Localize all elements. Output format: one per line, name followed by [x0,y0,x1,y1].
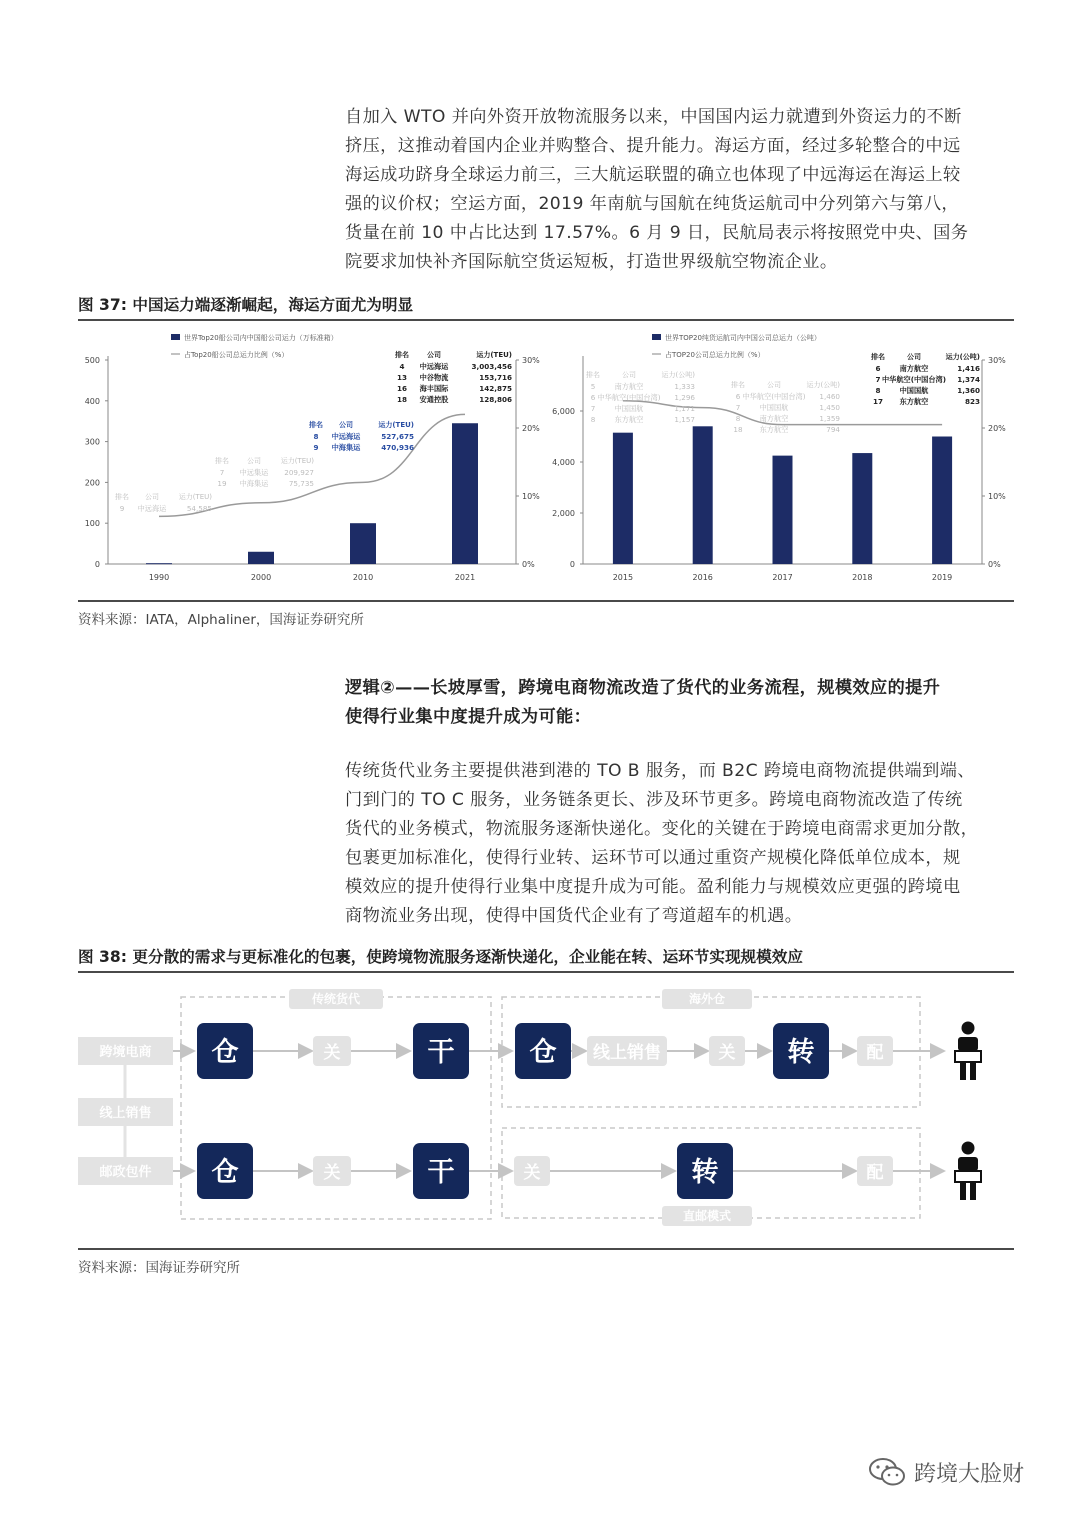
figure37-title: 图 37: 中国运力端逐渐崛起，海运方面尤为明显 [78,293,1014,321]
y-tick-right: 10% [988,492,1006,501]
y-tick-right: 20% [988,424,1006,433]
label-postal-parcel: 邮政包件 [99,1165,152,1180]
y-tick-left: 200 [84,478,100,488]
customer-icon [955,1022,981,1081]
callout-cell: 6 [875,364,881,373]
body-line: 商物流业务出现，使得中国货代企业有了弯道超车的机遇。 [345,906,803,926]
capacity-callout [731,380,840,434]
aircargo-capacity-chart [548,325,1014,600]
label-traditional: 传统货代 [311,992,361,1006]
callout-cell: 13 [396,373,408,382]
logic-heading-line: 使得行业集中度提升成为可能： [345,707,592,727]
callout-header: 公司 [247,457,261,465]
person-head [962,1142,975,1155]
node-overseas-warehouse: 仓 [529,1037,557,1068]
callout-cell: 19 [217,479,227,488]
callout-header: 公司 [907,353,921,361]
logistics-flow-diagram [78,980,1014,1242]
person-leg [960,1182,966,1200]
callout-cell: 中海集运 [239,479,269,488]
body-line: 模效应的提升使得行业集中度提升成为可能。盈利能力与规模效应更强的跨境电 [345,877,961,897]
callout-cell: 1,374 [957,375,980,384]
callout-cell: 5 [590,382,596,391]
x-tick-label: 2010 [352,573,374,582]
callout-header: 运力(公吨) [806,381,840,389]
callout-header: 公司 [145,493,159,501]
legend-bar-label: 世界TOP20纯货运航司内中国公司总运力（公吨） [665,334,821,342]
capacity-callout [395,350,512,404]
callout-header: 运力(公吨) [945,353,980,361]
watermark [868,1452,1024,1492]
bar [932,437,952,565]
y-tick-left: 4,000 [552,458,575,467]
label-overseas: 海外仓 [688,992,726,1006]
callout-cell: 1,360 [957,386,980,395]
capacity-callout [309,420,414,452]
capacity-callout [871,352,980,406]
callout-cell: 中海集运 [331,443,361,452]
callout-cell: 1,416 [957,364,980,373]
body-line: 货代的业务模式，物流服务逐渐快递化。变化的关键在于跨境电商需求更加分散， [345,819,979,839]
callout-header: 运力(公吨) [661,371,695,379]
intro-line: 强的议价权；空运方面，2019 年南航与国航在纯货运航司中分列第六与第八， [345,194,960,214]
callout-cell: 中华航空(中国台湾) [742,392,806,401]
callout-cell: 东方航空 [614,415,644,424]
callout-cell: 128,806 [479,395,512,404]
callout-cell: 209,927 [284,468,314,477]
ratio-line [159,414,465,516]
y-tick-left: 0 [569,560,575,569]
x-tick-label: 2016 [692,573,713,582]
figure38-source: 资料来源：国海证券研究所 [78,1260,240,1276]
callout-cell: 7 [590,404,596,413]
x-tick-label: 2000 [250,573,272,582]
callout-header: 排名 [395,351,409,359]
legend-bar-label: 世界Top20船公司内中国船公司运力（万标准箱） [184,334,338,342]
node-customs: 关 [323,1043,341,1063]
callout-cell: 中国国航 [899,386,929,395]
callout-cell: 17 [872,397,884,406]
callout-header: 排名 [586,371,600,379]
y-tick-left: 400 [84,396,100,406]
figure37-source: 资料来源：IATA，Alphaliner，国海证券研究所 [78,612,364,628]
callout-header: 公司 [427,351,441,359]
person-leg [970,1182,976,1200]
person-leg [970,1062,976,1080]
label-direct: 直邮模式 [682,1209,732,1223]
callout-cell: 75,735 [288,479,314,488]
callout-cell: 1,450 [819,403,840,412]
y-tick-left: 500 [84,356,100,365]
label-online-sales: 线上销售 [99,1106,152,1121]
node-trunk: 干 [427,1037,455,1068]
callout-cell: 4 [399,362,405,371]
callout-cell: 6 [590,393,596,402]
callout-header: 排名 [871,353,885,361]
callout-cell: 中远海运 [331,432,361,441]
x-tick-label: 1990 [148,573,170,582]
y-tick-left: 0 [94,560,100,569]
legend-line-label: 占Top20船公司总运力比例（%） [184,351,289,359]
x-tick-label: 2019 [931,573,953,582]
callout-cell: 中国国航 [759,403,789,412]
node-warehouse-2: 仓 [211,1157,239,1188]
callout-cell: 1,333 [674,382,695,391]
y-tick-right: 0% [988,560,1001,569]
wechat-icon [868,1456,906,1488]
callout-cell: 东方航空 [899,397,929,406]
callout-header: 运力(TEU) [280,457,314,465]
callout-cell: 1,171 [674,404,695,413]
bar [613,433,633,564]
logic-heading [345,674,1035,732]
y-tick-right: 20% [522,424,540,433]
node-transfer-2: 转 [691,1157,719,1188]
label-crossborder-ecommerce: 跨境电商 [99,1045,152,1060]
callout-cell: 1,359 [819,414,840,423]
node-customs-4: 关 [523,1163,541,1183]
bar [146,563,172,564]
legend-bar-swatch [171,334,180,340]
callout-cell: 安通控股 [419,395,449,404]
callout-cell: 8 [313,432,319,441]
callout-cell: 470,936 [381,443,414,452]
figure38-title: 图 38: 更分散的需求与更标准化的包裹，使跨境物流服务逐渐快递化，企业能在转、运环节实现规模效应 [78,945,1014,973]
callout-cell: 东方航空 [759,425,789,434]
callout-cell: 153,716 [479,373,512,382]
callout-cell: 海丰国际 [419,384,449,393]
callout-header: 运力(TEU) [378,421,414,429]
callout-cell: 南方航空 [899,364,929,373]
callout-cell: 9 [119,504,125,513]
callout-cell: 18 [396,395,408,404]
legend-line-label: 占TOP20公司总运力比例（%） [665,351,765,359]
x-tick-label: 2021 [454,573,476,582]
shipping-capacity-chart [78,325,558,600]
body-paragraph [345,757,1035,931]
callout-cell: 527,675 [381,432,414,441]
callout-cell: 823 [964,397,980,406]
body-line: 门到门的 TO C 服务，业务链条更长、涉及环节更多。跨境电商物流改造了传统 [345,790,963,810]
callout-cell: 8 [590,415,596,424]
figure38-bottom-rule [78,1248,1014,1250]
person-parcel [955,1171,981,1182]
x-tick-label: 2017 [772,573,793,582]
bar [852,453,872,564]
node-customs-3: 关 [323,1163,341,1183]
y-tick-left: 300 [84,437,100,447]
callout-header: 公司 [339,421,353,429]
callout-cell: 18 [733,425,743,434]
node-trunk-2: 干 [427,1157,455,1188]
callout-cell: 中华航空(中国台湾) [881,375,947,384]
intro-line: 院要求加快补齐国际航空货运短板，打造世界级航空物流企业。 [345,252,838,272]
node-delivery: 配 [866,1043,884,1063]
y-tick-right: 30% [522,356,540,365]
callout-header: 排名 [731,381,745,389]
callout-header: 运力(TEU) [476,351,512,359]
callout-cell: 6 [735,392,741,401]
y-tick-right: 10% [522,492,540,501]
callout-header: 排名 [215,457,229,465]
person-head [962,1022,975,1035]
bar [452,423,478,564]
callout-cell: 8 [735,414,741,423]
person-torso [958,1037,978,1051]
person-leg [960,1062,966,1080]
intro-line: 货量在前 10 中占比达到 17.57%。6 月 9 日，民航局表示将按照党中央、国务 [345,223,969,243]
callout-cell: 1,460 [819,392,840,401]
callout-cell: 8 [875,386,881,395]
capacity-callout [115,492,212,513]
intro-line: 自加入 WTO 并向外资开放物流服务以来，中国国内运力就遭到外资运力的不断 [345,107,962,127]
callout-cell: 3,003,456 [471,362,512,371]
node-warehouse: 仓 [211,1037,239,1068]
bar [248,552,274,564]
person-parcel [955,1051,981,1062]
bar [350,523,376,564]
callout-cell: 中远海运 [137,504,167,513]
capacity-callout [586,370,695,424]
node-transfer: 转 [787,1037,815,1068]
y-tick-left: 6,000 [552,407,575,416]
figure37-bottom-rule [78,600,1014,602]
callout-cell: 7 [735,403,741,412]
callout-cell: 9 [313,443,319,452]
callout-cell: 1,296 [674,393,695,402]
callout-cell: 7 [875,375,881,384]
callout-header: 运力(TEU) [178,493,212,501]
intro-line: 挤压，这推动着国内企业并购整合、提升能力。海运方面，经过多轮整合的中远 [345,136,961,156]
node-customs-2: 关 [718,1043,736,1063]
callout-header: 公司 [622,371,636,379]
x-tick-label: 2018 [852,573,873,582]
y-tick-left: 2,000 [552,509,575,518]
intro-paragraph [345,103,1035,277]
callout-cell: 南方航空 [759,414,789,423]
node-delivery-2: 配 [866,1163,884,1183]
customer-icon [955,1142,981,1201]
body-line: 包裹更加标准化，使得行业转、运环节可以通过重资产规模化降低单位成本，规 [345,848,961,868]
capacity-callout [215,456,314,488]
y-tick-right: 30% [988,356,1006,365]
callout-cell: 中华航空(中国台湾) [597,393,661,402]
legend-bar-swatch [652,334,661,340]
logic-heading-line: 逻辑②——长坡厚雪，跨境电商物流改造了货代的业务流程，规模效应的提升 [345,678,941,698]
y-tick-right: 0% [522,560,535,569]
callout-cell: 16 [396,384,408,393]
y-tick-left: 100 [84,519,100,529]
watermark-text: 跨境大脸财 [914,1461,1025,1487]
callout-cell: 794 [826,425,840,434]
callout-cell: 1,157 [674,415,695,424]
callout-header: 排名 [309,421,323,429]
callout-cell: 南方航空 [614,382,644,391]
intro-line: 海运成功跻身全球运力前三，三大航运联盟的确立也体现了中远海运在海运上较 [345,165,961,185]
callout-cell: 中远海运 [419,362,449,371]
body-line: 传统货代业务主要提供港到港的 TO B 服务，而 B2C 跨境电商物流提供端到端、 [345,761,975,781]
callout-cell: 中国国航 [614,404,644,413]
bar [693,426,713,564]
person-torso [958,1157,978,1171]
callout-header: 排名 [115,493,129,501]
x-tick-label: 2015 [612,573,634,582]
callout-header: 公司 [767,381,781,389]
callout-cell: 中远集运 [239,468,269,477]
callout-cell: 54,585 [186,504,212,513]
callout-cell: 142,875 [479,384,512,393]
bar [773,456,793,564]
callout-cell: 7 [219,468,225,477]
callout-cell: 中谷物流 [419,373,449,382]
node-online-sales: 线上销售 [593,1043,661,1063]
